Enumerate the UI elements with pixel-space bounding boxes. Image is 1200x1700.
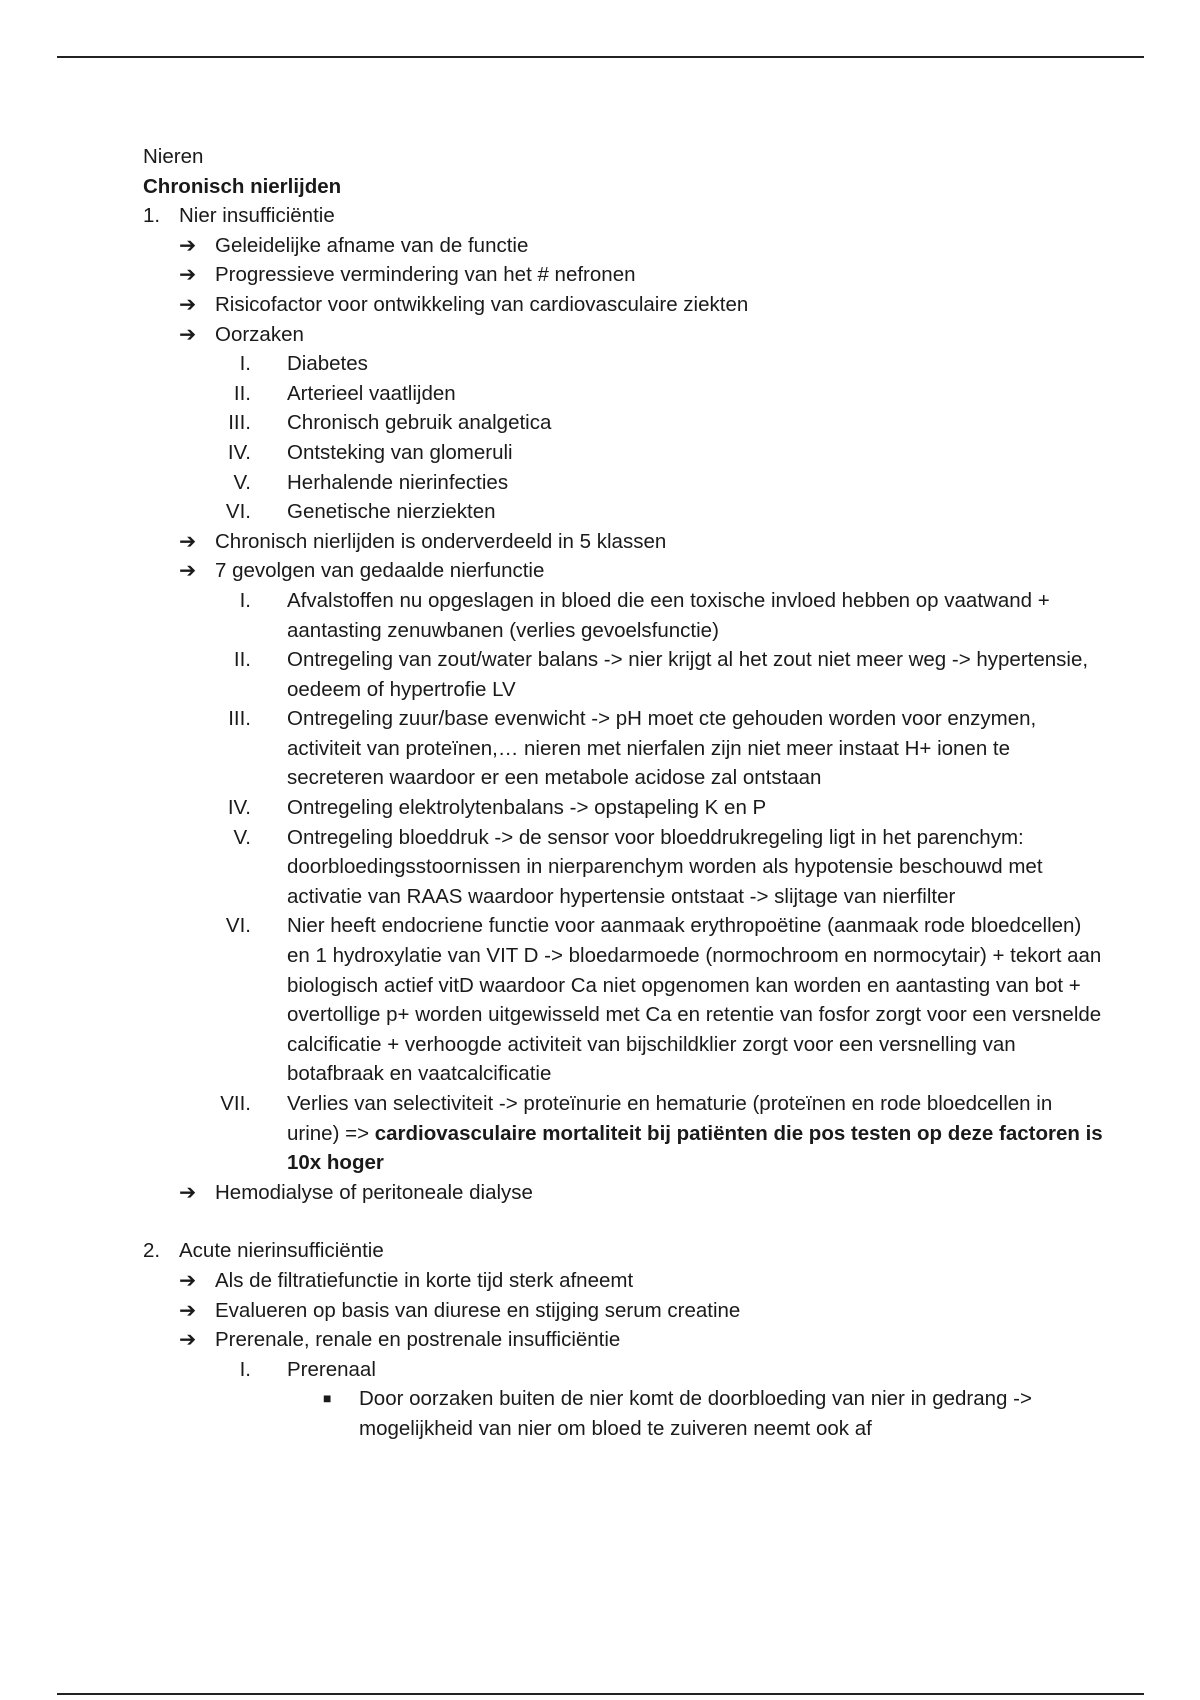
consequence-text: Ontregeling zuur/base evenwicht -> pH moet cte gehouden worden voor enzymen, activiteit van proteïnen,… nieren met nierfalen zijn niet meer instaat H+ ionen te secreteren waardoor er een metabole acidose zal ontstaan	[287, 707, 1037, 790]
roman-numeral: II.	[233, 648, 251, 672]
list-item-text: Evalueren op basis van diurese en stijging serum creatine	[215, 1298, 741, 1322]
roman-numeral: I.	[239, 588, 251, 612]
consequence-emphasis: cardiovasculaire mortaliteit bij patiënten die pos testen op deze factoren is 10x hoger	[287, 1121, 1103, 1175]
cause-item	[143, 468, 1103, 498]
consequence-text: Ontregeling van zout/water balans -> nier krijgt al het zout niet meer weg -> hypertensie, oedeem of hypertrofie LV	[287, 648, 1089, 701]
list-item-text: Progressieve vermindering van het # nefronen	[215, 263, 636, 287]
cause-text: Herhalende nierinfecties	[287, 470, 509, 494]
list-item-text: Hemodialyse of peritoneale dialyse	[215, 1180, 533, 1204]
list-item-text: Chronisch nierlijden is onderverdeeld in 5 klassen	[215, 529, 667, 553]
consequence-item	[143, 823, 1103, 912]
sub-item	[143, 1355, 1103, 1385]
list-number: 1.	[143, 204, 161, 228]
list-item-text: Geleidelijke afname van de functie	[215, 233, 529, 257]
cause-item	[143, 408, 1103, 438]
paragraph-spacer	[143, 1207, 1103, 1236]
section-heading: Chronisch nierlijden	[143, 174, 342, 198]
cause-item	[143, 379, 1103, 409]
roman-numeral: III.	[228, 707, 251, 731]
consequence-item	[143, 704, 1103, 793]
list-item	[143, 231, 1103, 261]
list-item	[143, 320, 1103, 350]
section-2-title	[143, 1236, 1103, 1266]
cause-text: Genetische nierziekten	[287, 500, 496, 524]
header-rule	[57, 56, 1144, 58]
arrow-right-icon: ➔	[179, 1180, 197, 1204]
consequence-item	[143, 586, 1103, 645]
arrow-right-icon: ➔	[179, 529, 197, 553]
list-item-text: 7 gevolgen van gedaalde nierfunctie	[215, 559, 545, 583]
roman-numeral: VI.	[225, 500, 251, 524]
consequence-text: Afvalstoffen nu opgeslagen in bloed die een toxische invloed hebben op vaatwand + aantasting zenuwbanen (verlies gevoelsfunctie)	[287, 588, 1050, 642]
document-heading: Nieren	[143, 145, 204, 168]
list-item	[143, 1325, 1103, 1355]
section-title: Acute nierinsufficiëntie	[179, 1239, 384, 1263]
roman-numeral: III.	[228, 411, 251, 435]
cause-item	[143, 438, 1103, 468]
consequence-text	[251, 1089, 1103, 1178]
square-bullet-icon: ■	[323, 1390, 332, 1407]
list-item-text: Risicofactor voor ontwikkeling van cardiovasculaire ziekten	[215, 292, 749, 316]
roman-numeral: I.	[239, 352, 251, 376]
arrow-right-icon: ➔	[179, 559, 197, 583]
list-item-text: Als de filtratiefunctie in korte tijd sterk afneemt	[215, 1268, 634, 1292]
list-item-text: Prerenale, renale en postrenale insufficiëntie	[215, 1328, 621, 1352]
consequence-plain-text: Verlies van selectiviteit -> proteïnurie en hematurie (proteïnen en rode bloedcellen in urine) =>	[287, 1092, 1053, 1145]
cause-item	[143, 349, 1103, 379]
arrow-right-icon: ➔	[179, 322, 197, 346]
consequence-item	[143, 911, 1103, 1089]
consequence-text: Ontregeling bloeddruk -> de sensor voor bloeddrukregeling ligt in het parenchym: doorbloedingsstoornissen in nierparenchym worden als hypotensie beschouwd met activatie van RAAS waardoor hypertensie ontstaat -> slijtage van nierfilter	[287, 825, 1043, 908]
arrow-right-icon: ➔	[179, 1268, 197, 1292]
roman-numeral: IV.	[227, 796, 251, 820]
roman-numeral: I.	[239, 1357, 251, 1381]
arrow-right-icon: ➔	[179, 233, 197, 257]
consequence-item	[143, 793, 1103, 823]
list-item	[143, 1266, 1103, 1296]
sub-item-text: Prerenaal	[287, 1357, 376, 1381]
section-1-title	[143, 201, 1103, 231]
cause-text: Ontsteking van glomeruli	[287, 440, 513, 464]
roman-numeral: V.	[233, 470, 251, 494]
list-number: 2.	[143, 1239, 161, 1263]
list-item	[143, 527, 1103, 557]
list-item-text: Oorzaken	[215, 322, 304, 346]
list-item	[143, 290, 1103, 320]
document-body	[143, 142, 1103, 1444]
consequence-item	[143, 645, 1103, 704]
roman-numeral: II.	[233, 381, 251, 405]
consequence-text: Nier heeft endocriene functie voor aanmaak erythropoëtine (aanmaak rode bloedcellen) en 1 hydroxylatie van VIT D -> bloedarmoede (normochroom en normocytair) + tekort aan biologisch actief vitD waardoor Ca niet opgenomen kan worden en aantasting van bot + overtollige p+ worden uitgewisseld met Ca en retentie van fosfor zorgt voor een versnelde calcificatie + verhoogde activiteit van bijschildklier zorgt voor een versnelling van botafbraak en vaatcalcificatie	[287, 914, 1102, 1086]
list-item	[143, 1296, 1103, 1326]
arrow-right-icon: ➔	[179, 292, 197, 316]
cause-text: Diabetes	[287, 352, 368, 376]
list-item	[143, 1178, 1103, 1208]
roman-numeral: VI.	[225, 914, 251, 938]
bullet-item	[143, 1384, 1103, 1443]
arrow-right-icon: ➔	[179, 1298, 197, 1322]
consequence-item	[143, 1089, 1103, 1178]
cause-text: Arterieel vaatlijden	[287, 381, 456, 405]
footer-rule	[57, 1693, 1144, 1695]
bullet-text: Door oorzaken buiten de nier komt de doorbloeding van nier in gedrang -> mogelijkheid van nier om bloed te zuiveren neemt ook af	[359, 1387, 1032, 1440]
roman-numeral: IV.	[227, 440, 251, 464]
roman-numeral: VII.	[220, 1092, 251, 1115]
cause-item	[143, 497, 1103, 527]
roman-numeral: V.	[233, 825, 251, 849]
cause-text: Chronisch gebruik analgetica	[287, 411, 552, 435]
list-item	[143, 260, 1103, 290]
consequence-text: Ontregeling elektrolytenbalans -> opstapeling K en P	[287, 796, 767, 820]
arrow-right-icon: ➔	[179, 1328, 197, 1352]
list-item	[143, 556, 1103, 586]
arrow-right-icon: ➔	[179, 263, 197, 287]
section-title: Nier insufficiëntie	[179, 204, 335, 228]
